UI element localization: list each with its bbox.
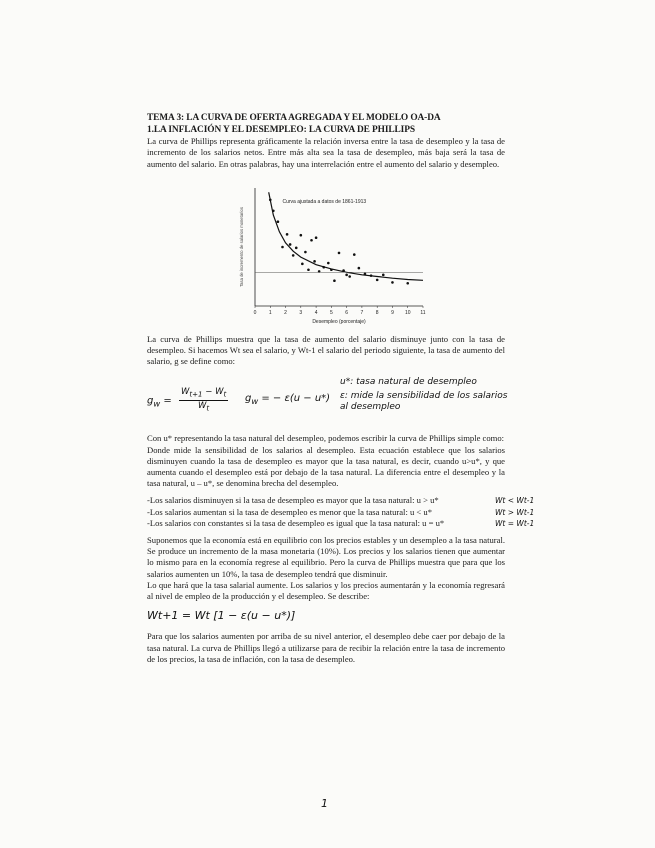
handwritten-wage-formula: Wt+1 = Wt [1 − ε(u − u*)]: [147, 609, 296, 623]
title-line-1: TEMA 3: LA CURVA DE OFERTA AGREGADA Y EL MODELO OA-DA: [147, 113, 441, 123]
formula-numerator: [179, 387, 228, 401]
chart-point: [313, 260, 316, 263]
chart-point: [333, 279, 336, 282]
chart-point: [348, 275, 351, 278]
paragraph-equilibrium: Suponemos que la economía está en equilibrio con los precios estables y un desempleo a la tasa natural. Se produce un incremento de la masa monetaria (10%). Los precios y los salarios tienen que aumentar lo mismo para en la economía regrese al equilibrio. Pero la curva de Phillips muestra que para que los salarios aumenten un 10%, la tasa de desempleo tendrá que disminuir.: [147, 535, 505, 579]
chart-x-tick-label: 0: [253, 309, 257, 316]
chart-point: [345, 273, 348, 276]
chart-point: [300, 234, 303, 237]
formula-denominator: [179, 401, 228, 414]
chart-point: [277, 220, 280, 223]
formula-fraction: [179, 387, 228, 414]
formula-numerator-sub: t+1: [189, 390, 203, 400]
formula-row: [147, 377, 508, 427]
chart-x-tick-label: 9: [391, 309, 394, 316]
chart-points: [269, 192, 423, 284]
chart-point: [289, 243, 292, 246]
phillips-formula: [245, 393, 330, 407]
chart-point: [376, 278, 379, 281]
list-item-handwritten: Wt = Wt-1: [495, 518, 535, 528]
chart-point: [307, 268, 310, 271]
list-item: [147, 495, 535, 506]
paragraph-definition: La curva de Phillips muestra que la tasa de aumento del salario disminuye junto con la tasa de desempleo. Si hacemos Wt sea el salario, y Wt-1 el salario del periodo siguiente, la tasa de aumento del salario, g se define como:: [147, 333, 505, 367]
handwritten-note-sensitivity: ε: mide la sensibilidad de los salarios al desempleo: [340, 391, 508, 413]
chart-point: [338, 251, 341, 254]
list-item-text: -Los salarios disminuyen si la tasa de desempleo es mayor que la tasa natural: u > u*: [147, 495, 439, 506]
formula-numerator-var: W: [180, 387, 190, 398]
chart-point: [364, 272, 367, 275]
chart-x-tick-label: 2: [284, 309, 287, 316]
chart-point: [304, 251, 307, 254]
formula-equals: =: [163, 395, 172, 407]
handwritten-note-natural-rate: u*: tasa natural de desempleo: [340, 377, 477, 388]
formula-numerator-minus-sub: t: [223, 390, 227, 400]
formula-denominator-var: W: [198, 401, 207, 412]
chart-point: [370, 274, 373, 277]
phillips-chart-svg: [233, 178, 433, 328]
formula-eq2-sub: w: [251, 396, 259, 407]
phillips-chart: [233, 178, 433, 328]
chart-point: [295, 246, 298, 249]
chart-x-tick-label: 5: [329, 309, 333, 316]
list-item-handwritten: Wt > Wt-1: [495, 507, 535, 517]
paragraph-conclusion: Para que los salarios aumenten por arriba de su nivel anterior, el desempleo debe caer por debajo de la tasa natural. La curva de Phillips llegó a utilizarse para de recibir la relación entre la tasa de incremento de los precios, la tasa de inflación, con la tasa de desempleo.: [147, 631, 505, 664]
page-number: 1: [321, 797, 328, 810]
document-body: [147, 113, 535, 665]
formula-lhs: g: [147, 395, 154, 407]
chart-x-tick-label: 10: [404, 309, 411, 316]
chart-point: [281, 245, 284, 248]
list-item-text: -Los salarios aumentan si la tasa de desempleo es menor que la tasa natural: u < u*: [147, 506, 433, 517]
chart-point: [315, 236, 318, 239]
list-item-text: -Los salarios con constantes si la tasa de desempleo es igual que la tasa natural: u = u*: [147, 517, 445, 528]
paragraph-explanation: Donde mide la sensibilidad de los salarios al desempleo. Esta ecuación establece que los salarios disminuyen cuando la tasa de desempleo es mayor que la tasa natural, es decir, cuando u>u*, y que aumenta cuando el desempleo está por debajo de la tasa natural. La diferencia entre el desempleo y la tasa natural, u – u*, se denomina brecha del desempleo.: [147, 444, 505, 489]
chart-point: [353, 253, 356, 256]
chart-point: [327, 262, 330, 265]
chart-fitted-curve: [269, 192, 423, 280]
chart-x-tick-label: 6: [345, 309, 349, 316]
list-item: [147, 517, 535, 529]
chart-x-tick-label: 8: [375, 309, 379, 316]
chart-annotation: Curva ajustada a datos de 1861-1913: [282, 198, 367, 205]
chart-x-tick-label: 4: [314, 309, 318, 316]
chart-point: [342, 269, 345, 272]
chart-y-label: Tasa de incremento de salarios monetarios: [239, 206, 244, 287]
list-item-handwritten: Wt < Wt-1: [495, 496, 535, 506]
chart-point: [322, 266, 325, 269]
paragraph-intro: La curva de Phillips representa gráficamente la relación inversa entre la tasa de desempleo y la tasa de incremento de los salarios netos. Entre más alta sea la tasa de desempleo, más baja será la tasa de aumento del salario. En otras palabras, hay una interrelación entre el aumento del salario y desempleo.: [147, 136, 505, 169]
growth-formula: [147, 387, 228, 414]
chart-point: [286, 233, 289, 236]
paragraph-natural-rate: Con u* representando la tasa natural del desempleo, podemos escribir la curva de Phillips simple como:: [147, 433, 505, 444]
chart-x-tick-label: 3: [299, 309, 303, 316]
title-line-2: 1.LA INFLACIÓN Y EL DESEMPLEO: LA CURVA DE PHILLIPS: [147, 124, 415, 135]
chart-point: [272, 209, 275, 212]
list-item: [147, 506, 535, 518]
chart-x-tick-label: 1: [268, 309, 272, 316]
chart-x-label: Desempleo (porcentaje): [312, 318, 366, 325]
formula-denominator-sub: t: [206, 403, 210, 413]
chart-point: [292, 254, 295, 257]
chart-x-tick-label: 7: [360, 309, 364, 316]
chart-point: [382, 273, 385, 276]
formula-lhs-sub: w: [153, 398, 161, 409]
formula-eq2: g: [245, 393, 252, 405]
chart-point: [330, 268, 333, 271]
chart-point: [310, 239, 313, 242]
formula-eq2-rhs: = − ε(u − u*): [258, 393, 331, 405]
paragraph-wage-rate: Lo que hará que la tasa salarial aumente. Los salarios y los precios aumentarán y la economía regresará al nivel de empleo de la producción y el desempleo. Se describe:: [147, 579, 505, 602]
formula-numerator-minus: − W: [202, 387, 224, 398]
chart-x-tick-label: 11: [420, 309, 426, 316]
chart-point: [269, 198, 272, 201]
chart-point: [391, 281, 394, 284]
chart-point: [358, 267, 361, 270]
chart-point: [301, 262, 304, 265]
wage-rules-list: [147, 495, 535, 529]
chart-point: [406, 282, 409, 285]
